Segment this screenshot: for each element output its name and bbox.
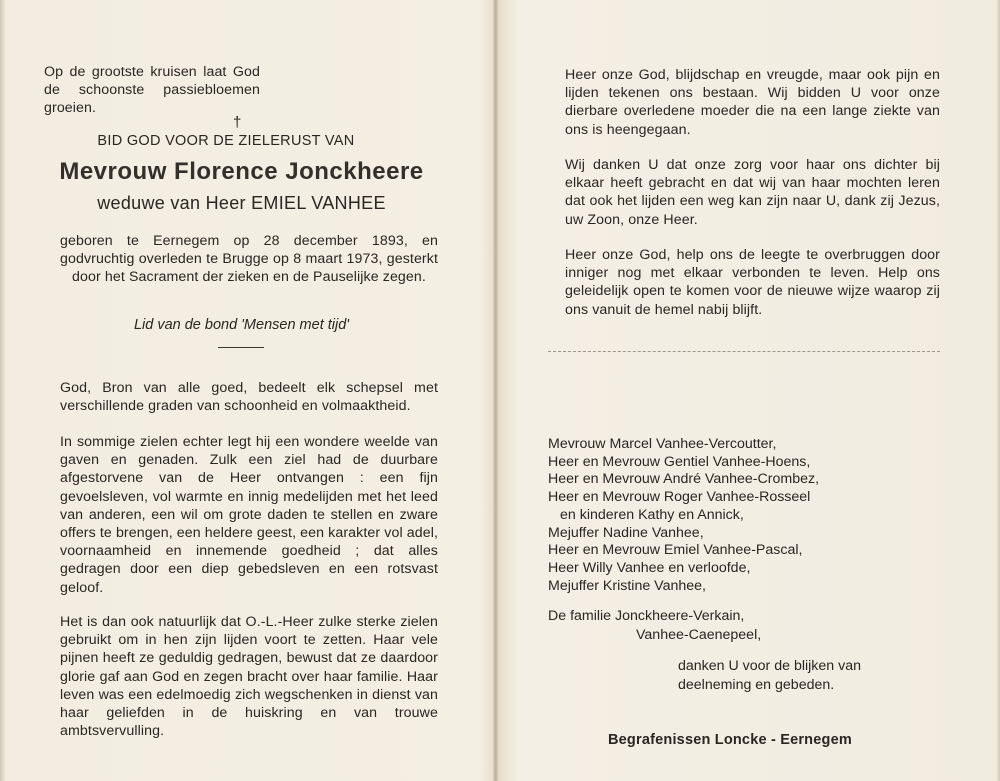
left-page — [0, 0, 493, 781]
cross-icon: † — [233, 114, 242, 131]
paragraph-3: Het is dan ook natuurlijk dat O.-L.-Heer zulke sterke zielen gebruikt om in hen zijn lijden voort te zetten. Haar vele pijnen heeft ze geduldig gedragen, bewust dat ze daardoor glorie gaf aan God en zegen bracht over haar familie. Haar leven was een edelmoedig zich wegschenken in dienst van haar geliefden in de huiskring en van trouwe ambtsvervulling. — [60, 614, 438, 740]
prayer-paragraph-3: Heer onze God, help ons de leegte te overbruggen door inniger nog met elkaar verbonden te leven. Help ons geleidelijk open te komen voor de nieuwe wijze waarop zij ons vanuit de hemel nabij blijft. — [565, 247, 940, 318]
biography: geboren te Eernegem op 28 december 1893, en godvruchtig overleden te Brugge op 8 maart 1973, gesterkt door het Sacrament der zieken en de Pauselijke zegen. — [60, 233, 438, 286]
jonckheere-family — [548, 607, 761, 644]
list-item: Heer en Mevrouw Roger Vanhee-Rosseel — [548, 489, 811, 506]
family-line-1: De familie Jonckheere-Verkain, — [548, 608, 745, 624]
center-fold — [493, 0, 498, 781]
epigraph: Op de grootste kruisen laat God de schoonste passiebloemen groeien. — [44, 64, 260, 117]
family-list — [548, 436, 819, 595]
list-item: Mejuffer Nadine Vanhee, — [548, 524, 704, 541]
prayer-heading: BID GOD VOOR DE ZIELERUST VAN — [97, 133, 355, 149]
deceased-name: Mevrouw Florence Jonckheere — [59, 158, 424, 185]
undertaker-credit: Begrafenissen Loncke - Eernegem — [608, 732, 852, 748]
list-item: Heer en Mevrouw Emiel Vanhee-Pascal, — [548, 542, 803, 559]
list-item: Heer Willy Vanhee en verloofde, — [548, 559, 751, 576]
thanks-line-2: deelneming en gebeden. — [678, 676, 835, 693]
paragraph-1: God, Bron van alle goed, bedeelt elk schepsel met verschillende graden van schoonheid en volmaaktheid. — [60, 380, 438, 415]
prayer-paragraph-2: Wij danken U dat onze zorg voor haar ons dichter bij elkaar heeft gebracht en dat wij van haar mochten leren dat ook het lijden een weg kan zijn naar U, dank zij Jezus, uw Zoon, onze Heer. — [565, 157, 940, 228]
list-item: Heer en Mevrouw André Vanhee-Crombez, — [548, 471, 820, 488]
family-line-2: Vanhee-Caenepeel, — [636, 626, 762, 643]
prayer-paragraph-1: Heer onze God, blijdschap en vreugde, maar ook pijn en lijden tekenen ons bestaan. Wij bidden U voor onze dierbare overledene moeder die na een lange ziekte van ons is heengegaan. — [565, 67, 940, 138]
list-item: en kinderen Kathy en Annick, — [560, 506, 744, 523]
divider — [218, 347, 264, 348]
dashed-divider — [548, 351, 940, 352]
list-item: Mevrouw Marcel Vanhee-Vercoutter, — [548, 436, 777, 452]
thanks-line-1: danken U voor de blijken van — [678, 658, 861, 674]
list-item: Mejuffer Kristine Vanhee, — [548, 577, 706, 594]
widow-line: weduwe van Heer EMIEL VANHEE — [97, 193, 386, 213]
membership-line: Lid van de bond 'Mensen met tijd' — [133, 317, 350, 333]
list-item: Heer en Mevrouw Gentiel Vanhee-Hoens, — [548, 453, 811, 470]
thanks-text — [678, 657, 861, 694]
paragraph-2: In sommige zielen echter legt hij een wondere weelde van gaven en genaden. Zulk een ziel had de duurbare afgestorvene van de Heer ontvangen : een fijn gevoelsleven, vol warmte en innig medelijden met het leed van anderen, een wil om grote daden te stellen en zware offers te brengen, een heldere geest, een karakter vol adel, voornaamheid en innemende goedheid ; dat alles gedragen door een diep gebedsleven en een rotsvast geloof. — [60, 434, 439, 596]
